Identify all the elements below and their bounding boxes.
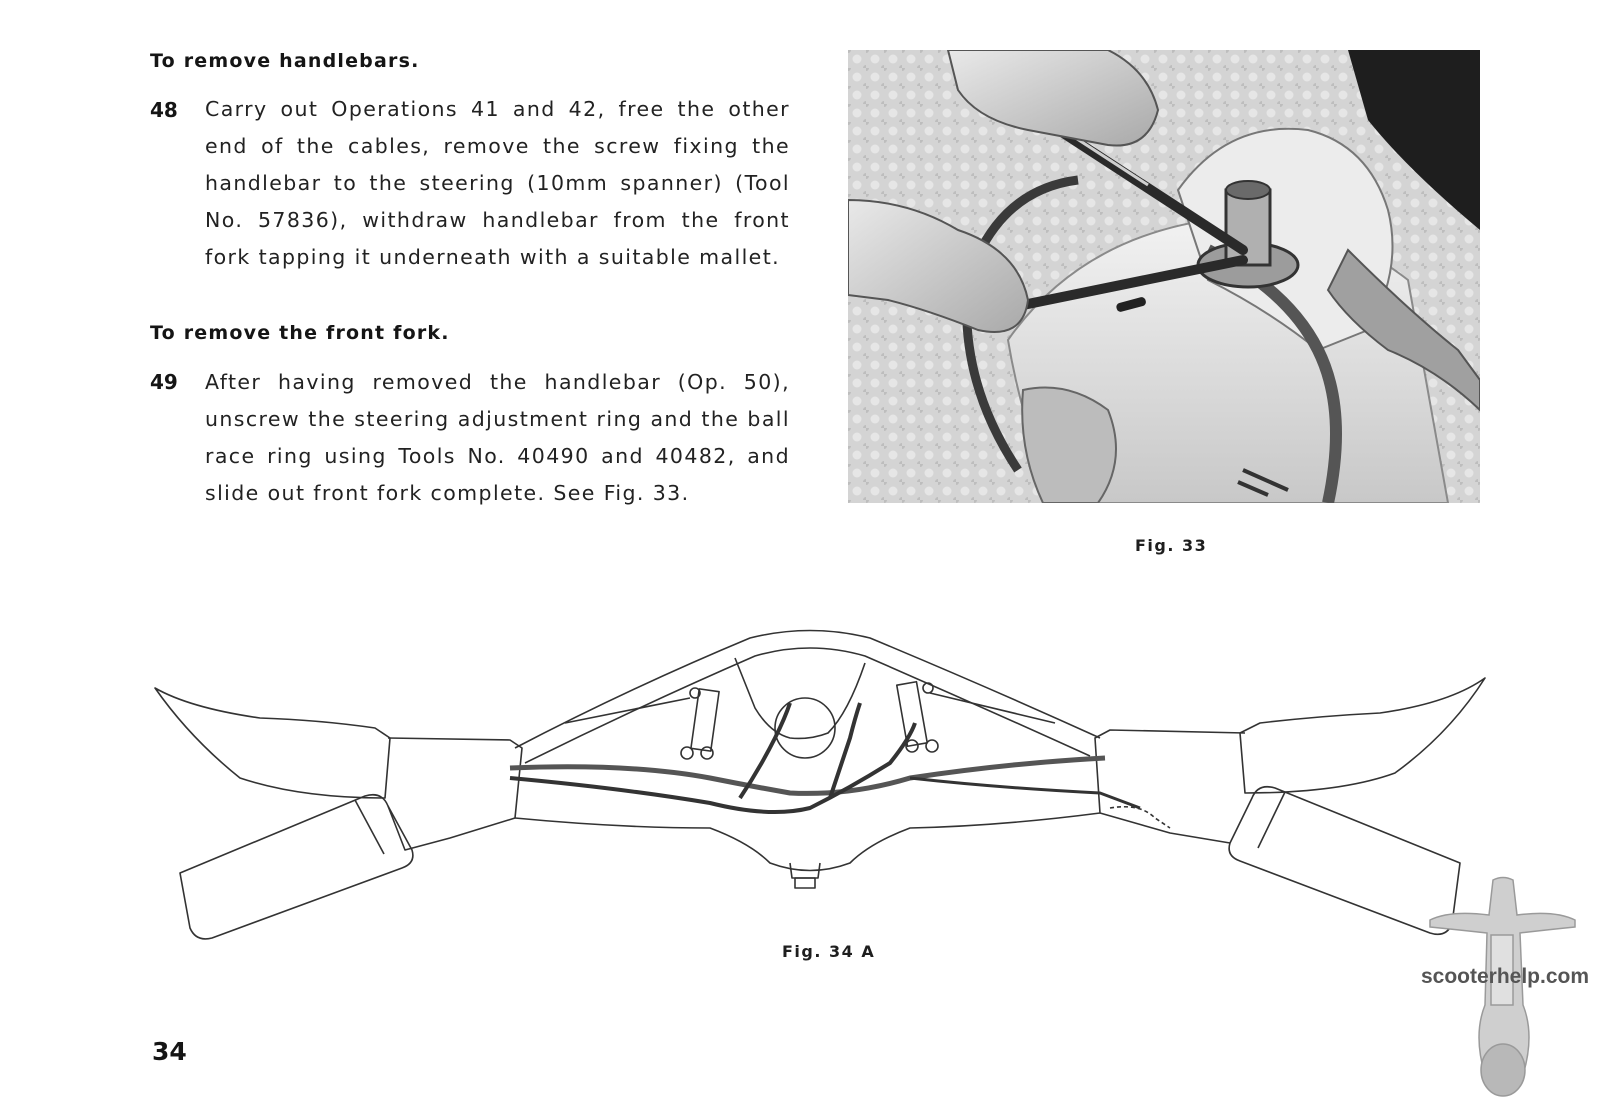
operation-49-text: After having removed the handlebar (Op. 50), unscrew the steering adjustment ring and the ball race ring using Tools No. 40490 and 40482, and slide out front fork complete. See Fig. 33. [205,370,790,505]
watermark-text: scooterhelp.com [1420,965,1590,988]
figure-33-photo [848,50,1480,503]
operation-number-48: 48 [150,98,178,122]
figure-34a-caption: Fig. 34 A [782,942,876,961]
page-number: 34 [152,1037,187,1066]
heading-remove-handlebars: To remove handlebars. [150,50,420,72]
figure-34a-drawing [150,628,1490,948]
operation-number-49: 49 [150,370,178,394]
figure-33-caption: Fig. 33 [1135,536,1208,555]
operation-48-text: Carry out Operations 41 and 42, free the other end of the cables, remove the screw fixing the handlebar to the steering (10mm spanner) (Tool No. 57836), withdraw handlebar from the front fork tapping it underneath with a suitable mallet. [205,97,790,269]
heading-remove-front-fork: To remove the front fork. [150,322,450,344]
